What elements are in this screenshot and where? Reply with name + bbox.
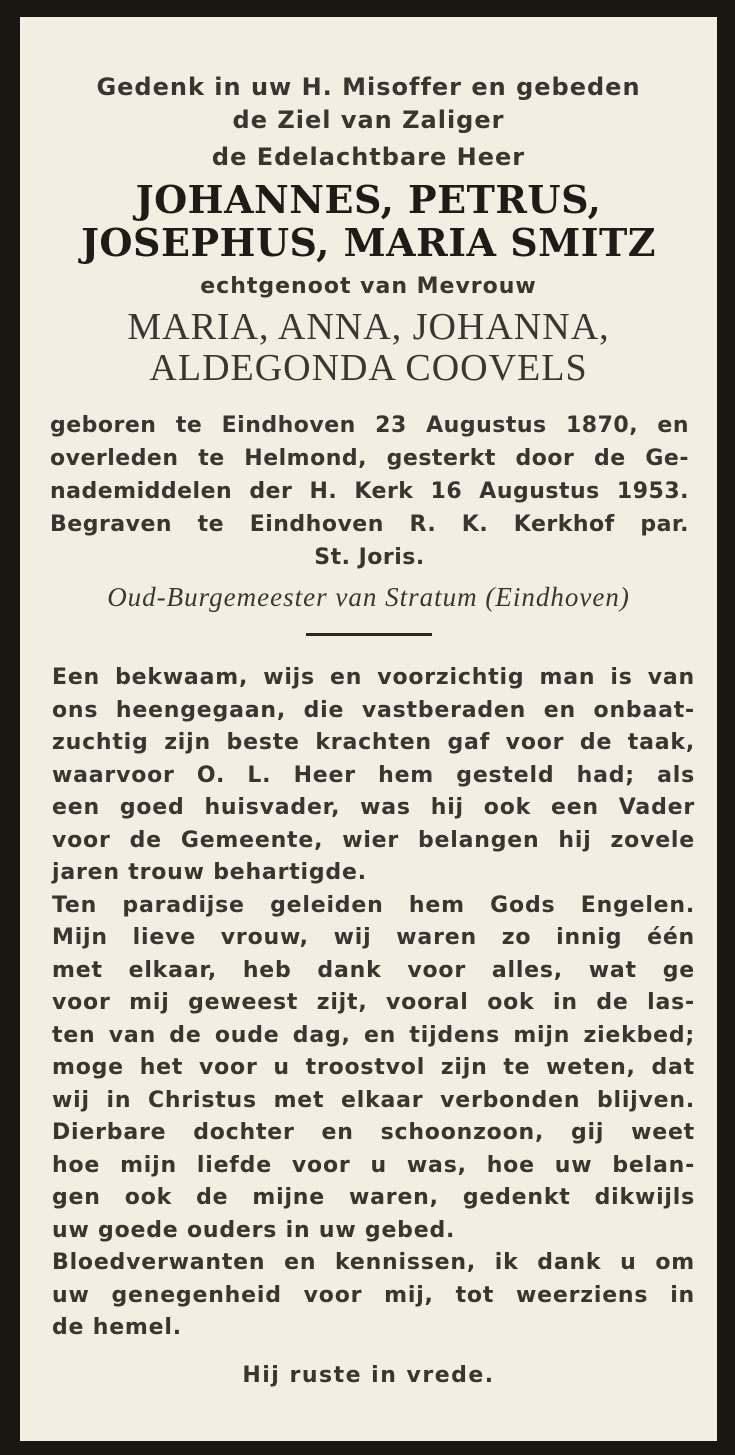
closing-blessing: Hij ruste in vrede. [242,1362,495,1388]
divider-rule [306,633,432,636]
text-line: ten van de oude dag, en tijdens mijn ziekbed; [52,1022,695,1048]
bio-line: overleden te Helmond, gesterkt door de Ge- [50,446,689,471]
spouse-name [20,307,717,389]
text-line: zuchtig zijn beste krachten gaf voor de taak, [52,730,695,755]
text-line: een goed huisvader, was hij ook een Vader [52,795,695,820]
intro-block [20,71,717,174]
text-line: gen ook de mijne waren, gedenkt dikwijls [52,1185,695,1210]
deceased-name-line-1: JOHANNES, PETRUS, [135,177,602,222]
memorial-text [52,662,695,1345]
spouse-name-line-2: ALDEGONDA COOVELS [149,347,588,389]
biography [50,409,689,574]
text-line: Mijn lieve vrouw, wij waren zo innig één [52,925,695,950]
office-title: Oud-Burgemeester van Stratum (Eindhoven) [107,582,630,612]
intro-line-1: Gedenk in uw H. Misoffer en gebeden [96,73,641,101]
text-line: hoe mijn liefde voor u was, hoe uw belan- [52,1152,695,1178]
text-line: jaren trouw behartigde. [52,860,367,885]
spouse-name-line-1: MARIA, ANNA, JOHANNA, [127,306,610,348]
bio-line: nademiddelen der H. Kerk 16 Augustus 1953. [50,479,689,504]
text-line: wij in Christus met elkaar verbonden blijven. [52,1087,695,1113]
text-line: Een bekwaam, wijs en voorzichtig man is van [52,665,695,690]
text-line: moge het voor u troostvol zijn te weten, dat [52,1055,695,1080]
text-line: uw genegenheid voor mij, tot weerziens in [52,1282,695,1308]
bio-line: Begraven te Eindhoven R. K. Kerkhof par. [50,512,689,537]
memorial-card [20,17,717,1441]
text-line: ons heengegaan, die vastberaden en onbaat- [52,697,695,723]
spouse-intro: echtgenoot van Mevrouw [200,274,537,299]
intro-line-2: de Ziel van Zaliger [232,106,505,134]
text-line: voor mij geweest zijt, vooral ook in de las- [52,990,695,1015]
text-line: met elkaar, heb dank voor alles, wat ge [52,957,695,983]
text-line: Bloedverwanten en kennissen, ik dank u om [52,1250,695,1275]
intro-line-3: de Edelachtbare Heer [211,143,526,171]
text-line: Ten paradijse geleiden hem Gods Engelen. [52,892,695,918]
bio-line: geboren te Eindhoven 23 Augustus 1870, en [50,413,689,438]
text-line: uw goede ouders in uw gebed. [52,1217,456,1243]
bio-line: St. Joris. [314,545,425,570]
text-line: Dierbare dochter en schoonzoon, gij weet [52,1120,695,1145]
text-line: voor de Gemeente, wier belangen hij zovele [52,827,695,853]
deceased-name [20,178,717,264]
text-line: waarvoor O. L. Heer hem gesteld had; als [52,762,695,788]
text-line: de hemel. [52,1315,182,1340]
deceased-name-line-2: JOSEPHUS, MARIA SMITZ [80,220,657,265]
